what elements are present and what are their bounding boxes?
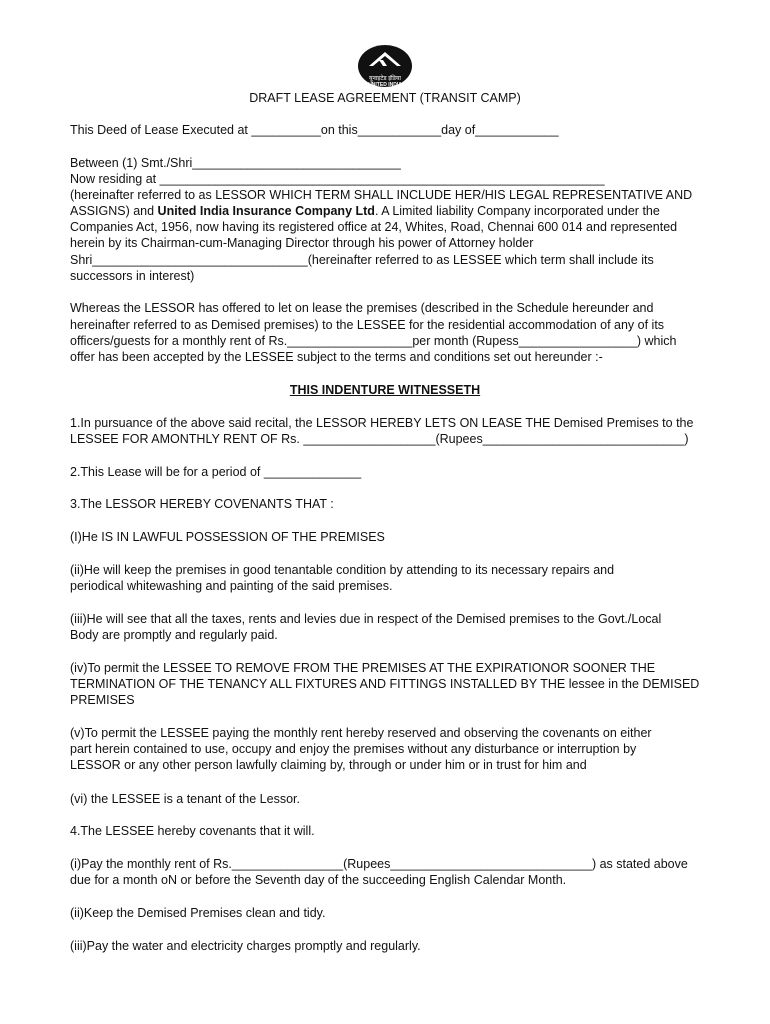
logo-hindi-text: यूनाइटेड इंडिया	[369, 76, 401, 82]
clause-4-i-line-1: (i)Pay the monthly rent of Rs.________________(Rupees_____________________________) as stated above	[70, 857, 688, 871]
witnesseth-heading: THIS INDENTURE WITNESSETH	[289, 383, 481, 397]
between-line-4-post: . A Limited liability Company incorporated under the	[374, 204, 660, 218]
clause-3-vi: (vi) the LESSEE is a tenant of the Lessor.	[70, 792, 300, 806]
clause-3-iii-line-2: Body are promptly and regularly paid.	[70, 628, 278, 642]
clause-4-i-line-2: due for a month oN or before the Seventh day of the succeeding English Calendar Month.	[70, 873, 567, 887]
clause-3-ii-line-1: (ii)He will keep the premises in good tenantable condition by attending to its necessary repairs and	[70, 563, 615, 577]
clause-1-line-2: LESSEE FOR AMONTHLY RENT OF Rs. ___________________(Rupees_____________________________)	[70, 432, 689, 446]
clause-4-ii: (ii)Keep the Demised Premises clean and tidy.	[70, 906, 326, 920]
clause-3-iv-line-2: TERMINATION OF THE TENANCY ALL FIXTURES AND FITTINGS INSTALLED BY THE lessee in the DEMISED	[70, 677, 700, 691]
between-line-5: Companies Act, 1956, now having its registered office at 24, Whites, Road, Chennai 600 014 and represented	[70, 220, 678, 234]
clause-3-iv-line-3: PREMISES	[70, 693, 135, 707]
whereas-line-4: offer has been accepted by the LESSEE subject to the terms and conditions set out hereunder :-	[70, 350, 603, 364]
between-line-2: Now residing at ________________________________________________________________	[70, 172, 605, 186]
between-line-6: herein by its Chairman-cum-Managing Director through his power of Attorney holder	[70, 236, 534, 250]
company-name: United India Insurance Company Ltd	[157, 204, 375, 218]
clause-3-i: (I)He IS IN LAWFUL POSSESSION OF THE PREMISES	[70, 530, 385, 544]
clause-2: 2.This Lease will be for a period of ______________	[70, 465, 362, 479]
whereas-line-1: Whereas the LESSOR has offered to let on lease the premises (described in the Schedule hereunder and	[70, 301, 654, 315]
between-line-7: Shri_______________________________(hereinafter referred to as LESSEE which term shall include its	[70, 253, 654, 267]
between-line-4	[70, 203, 710, 220]
whereas-line-3: officers/guests for a monthly rent of Rs.__________________per month (Rupess_________________) which	[70, 334, 677, 348]
clause-3-v-line-2: part herein contained to use, occupy and enjoy the premises without any disturbance or interruption by	[70, 742, 637, 756]
between-line-8: successors in interest)	[70, 269, 195, 283]
clause-4: 4.The LESSEE hereby covenants that it will.	[70, 824, 315, 838]
clause-3-v-line-1: (v)To permit the LESSEE paying the monthly rent hereby reserved and observing the covenants on either	[70, 726, 652, 740]
between-line-4-pre: ASSIGNS) and	[70, 204, 158, 218]
whereas-line-2: hereinafter referred to as Demised premises) to the LESSEE for the residential accommodation of any of its	[70, 318, 665, 332]
clause-3-v-line-3: LESSOR or any other person lawfully claiming by, through or under him or in trust for him and	[70, 758, 587, 772]
between-line-1: Between (1) Smt./Shri______________________________	[70, 156, 401, 170]
clause-1-line-1: 1.In pursuance of the above said recital, the LESSOR HEREBY LETS ON LEASE THE Demised Premises to the	[70, 416, 694, 430]
clause-4-iii: (iii)Pay the water and electricity charges promptly and regularly.	[70, 939, 421, 953]
logo-english-text: UNITED INDIA	[368, 82, 402, 88]
between-line-3: (hereinafter referred to as LESSOR WHICH TERM SHALL INCLUDE HER/HIS LEGAL REPRESENTATIVE AND	[70, 188, 693, 202]
clause-3-iii-line-1: (iii)He will see that all the taxes, rents and levies due in respect of the Demised premises to the Govt./Local	[70, 612, 662, 626]
document-title: DRAFT LEASE AGREEMENT (TRANSIT CAMP)	[249, 91, 521, 105]
deed-line: This Deed of Lease Executed at __________on this____________day of____________	[70, 123, 559, 137]
clause-3-iv-line-1: (iv)To permit the LESSEE TO REMOVE FROM THE PREMISES AT THE EXPIRATIONOR SOONER THE	[70, 661, 656, 675]
clause-3: 3.The LESSOR HEREBY COVENANTS THAT :	[70, 497, 334, 511]
clause-3-ii-line-2: periodical whitewashing and painting of the said premises.	[70, 579, 393, 593]
